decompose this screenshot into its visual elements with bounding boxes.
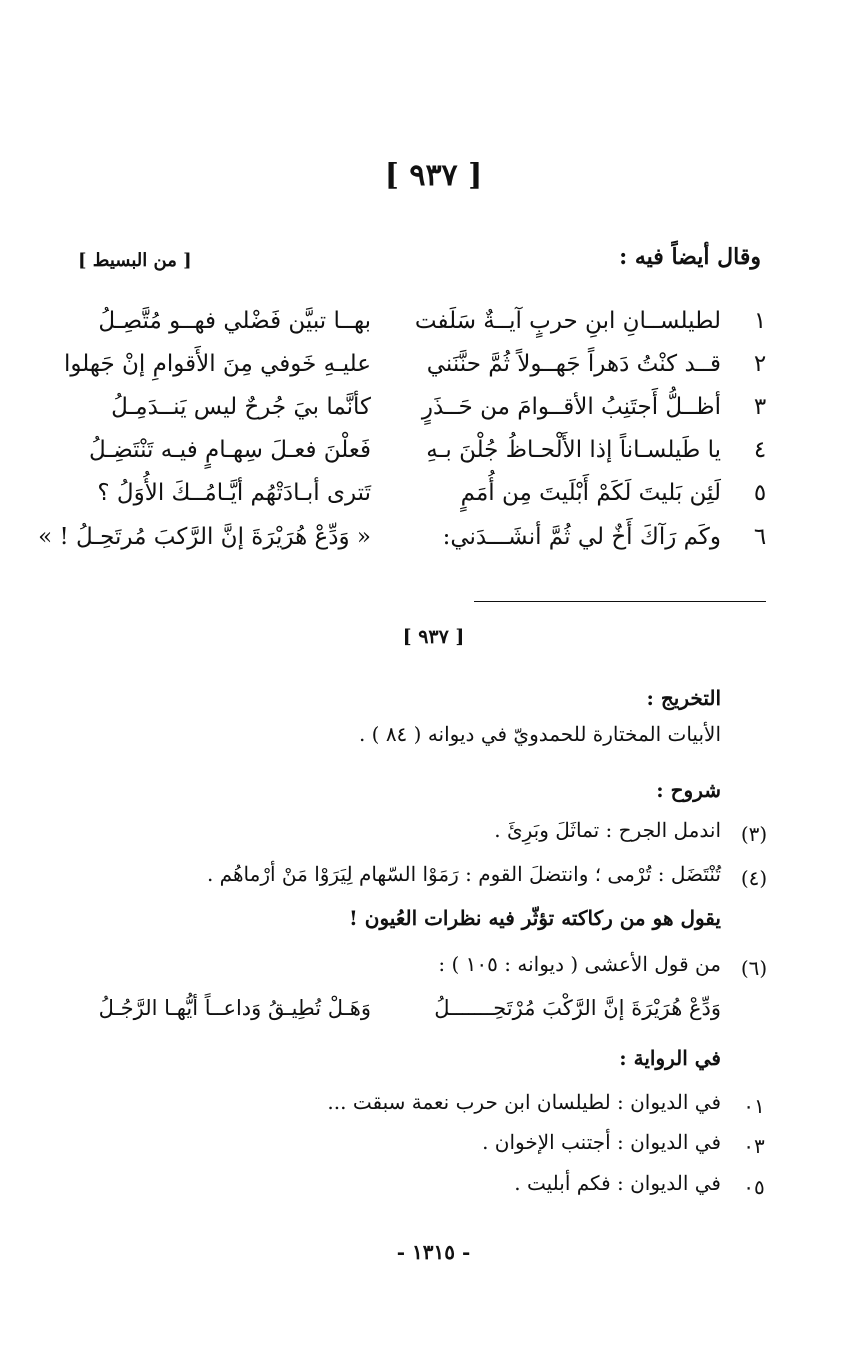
quoted-verse-second-hemistich: وَهَـلْ تُطِيـقُ وَداعــاً أيُّهـا الرَّجُـلُ	[98, 996, 371, 1020]
verse-second-hemistich: عليـهِ خَوفي مِنَ الأَقوامِ إنْ جَهلوا	[64, 351, 371, 377]
verse-row	[0, 437, 867, 477]
verse-row	[0, 480, 867, 520]
verse-row	[0, 351, 867, 391]
verse-row	[0, 308, 867, 348]
verse-first-hemistich: وكَم رَآكَ أَخٌ لي ثُمَّ أنشَـــدَني:	[442, 524, 721, 550]
riwaya-text: في الديوان : فكم أبليت .	[514, 1171, 721, 1195]
verse-second-hemistich: تَترى أبـادَتْهُم أيَّـامُــكَ الأُوَلُ ؟	[97, 480, 371, 506]
page-number: - ١٣١٥ -	[396, 1240, 471, 1264]
riwaya-number: ٠١	[743, 1094, 765, 1118]
quoted-verse-first-hemistich: وَدِّعْ هُرَيْرَةَ إنَّ الرَّكْبَ مُرْتَحِـــــــلُ	[434, 996, 721, 1020]
verse-first-hemistich: يا طَيلسـاناً إذا الأَلْحـاظُ جُلْنَ بـهِ	[426, 437, 721, 463]
verse-number: ١	[753, 308, 767, 334]
verse-number: ٣	[753, 394, 767, 420]
meter-label: [ من البسيط ]	[78, 250, 192, 271]
note-number: (٣)	[740, 822, 768, 846]
verse-second-hemistich: فَعلْنَ فعـلَ سِهـامٍ فيـه تَنْتَضِـلُ	[89, 437, 371, 463]
notes-number: [ ٩٣٧ ]	[402, 626, 465, 648]
verse-number: ٤	[753, 437, 767, 463]
verse-number: ٥	[753, 480, 767, 506]
verse-number: ٢	[753, 351, 767, 377]
riwaya-number: ٠٣	[743, 1134, 765, 1158]
verse-row	[0, 524, 867, 564]
takhrij-text: الأبيات المختارة للحمدويّ في ديوانه ( ٨٤ ) .	[358, 722, 721, 746]
poem-number: [ ٩٣٧ ]	[384, 158, 483, 193]
note-text: تُنْتَضَل : تُرْمى ؛ وانتضلَ القوم : رَمَوْا السّهام لِيَرَوْا مَنْ أرْماهُم .	[206, 862, 721, 886]
verse-second-hemistich: بهــا تبيَّن فَضْلي فهــو مُتَّصِـلُ	[98, 308, 371, 334]
note-text: اندمل الجرح : تماثَلَ وبَرِئَ .	[494, 818, 721, 842]
takhrij-heading: التخريج :	[646, 686, 721, 710]
note-text: يقول هو من ركاكته تؤثّر فيه نظرات العُيون !	[349, 906, 721, 930]
note-number: (٤)	[740, 866, 768, 890]
note-text: من قول الأعشى ( ديوانه : ١٠٥ ) :	[438, 952, 721, 976]
footnote-divider	[474, 601, 766, 602]
note-number: (٦)	[740, 956, 768, 980]
verse-first-hemistich: أظــلُّ أَجتَنِبُ الأقــوامَ من حَــذَرٍ	[421, 394, 721, 420]
verse-first-hemistich: لَئِن بَليتَ لَكَمْ أَبْلَيتَ مِن أُمَمٍ	[460, 480, 721, 506]
verse-first-hemistich: قــد كنْتُ دَهراً جَهــولاً ثُمَّ حنَّنَني	[426, 351, 721, 377]
intro-line: وقال أيضاً فيه :	[619, 244, 761, 270]
verse-number: ٦	[753, 524, 767, 550]
riwaya-text: في الديوان : لطيلسان ابن حرب نعمة سبقت ...	[327, 1090, 721, 1114]
riwaya-text: في الديوان : أجتنب الإخوان .	[482, 1130, 721, 1154]
verse-second-hemistich: كأنَّما بيَ جُرحٌ ليس يَنــدَمِـلُ	[111, 394, 371, 420]
riwaya-number: ٠٥	[743, 1175, 765, 1199]
verse-row	[0, 394, 867, 434]
riwaya-heading: في الرواية :	[619, 1046, 721, 1070]
shuruh-heading: شروح :	[656, 778, 721, 802]
verse-second-hemistich: « وَدِّعْ هُرَيْرَةَ إنَّ الرَّكبَ مُرتَحِـلُ ! »	[38, 524, 371, 550]
verse-first-hemistich: لطيلســانِ ابنِ حربٍ آيــةٌ سَلَفت	[414, 308, 721, 334]
